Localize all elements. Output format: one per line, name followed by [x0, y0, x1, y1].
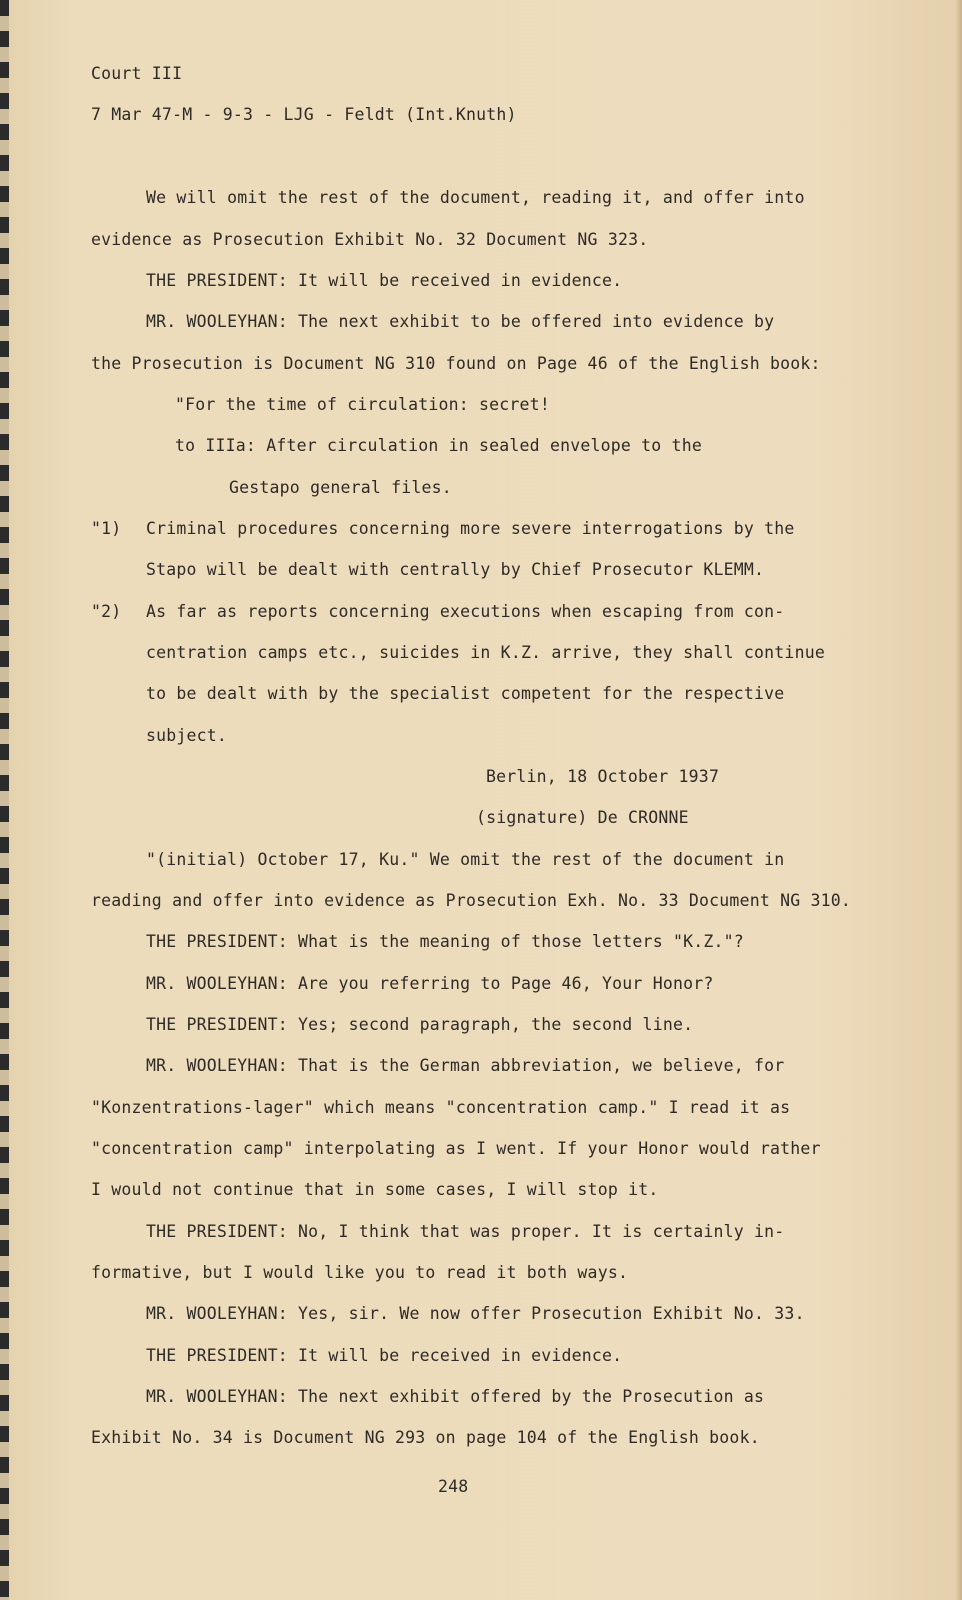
text-line: "(initial) October 17, Ku." We omit the rest of the document in	[146, 850, 785, 869]
text-line: MR. WOOLEYHAN: Are you referring to Page 46, Your Honor?	[146, 974, 714, 993]
text-line: Criminal procedures concerning more severe interrogations by the	[146, 519, 795, 538]
text-line: THE PRESIDENT: Yes; second paragraph, the second line.	[146, 1015, 694, 1034]
text-line: "Konzentrations-lager" which means "concentration camp." I read it as	[91, 1098, 791, 1117]
list-marker: "1)	[91, 519, 122, 538]
text-line: "For the time of circulation: secret!	[175, 395, 550, 414]
text-line: THE PRESIDENT: It will be received in evidence.	[146, 1346, 623, 1365]
text-line: the Prosecution is Document NG 310 found on Page 46 of the English book:	[91, 354, 821, 373]
text-line: Exhibit No. 34 is Document NG 293 on page 104 of the English book.	[91, 1428, 760, 1447]
text-line: THE PRESIDENT: What is the meaning of those letters "K.Z."?	[146, 932, 744, 951]
session-header: 7 Mar 47-M - 9-3 - LJG - Feldt (Int.Knuth)	[91, 105, 517, 124]
text-line: THE PRESIDENT: No, I think that was proper. It is certainly in-	[146, 1222, 785, 1241]
text-line: MR. WOOLEYHAN: Yes, sir. We now offer Prosecution Exhibit No. 33.	[146, 1304, 805, 1323]
signature-line: (signature) De CRONNE	[476, 808, 689, 827]
text-line: We will omit the rest of the document, reading it, and offer into	[146, 188, 805, 207]
text-line: Stapo will be dealt with centrally by Chief Prosecutor KLEMM.	[146, 560, 765, 579]
text-line: subject.	[146, 726, 228, 745]
text-line: As far as reports concerning executions when escaping from con-	[146, 602, 785, 621]
text-line: MR. WOOLEYHAN: The next exhibit offered by the Prosecution as	[146, 1387, 765, 1406]
text-line: "concentration camp" interpolating as I went. If your Honor would rather	[91, 1139, 821, 1158]
text-line: evidence as Prosecution Exhibit No. 32 Document NG 323.	[91, 230, 649, 249]
text-line: MR. WOOLEYHAN: That is the German abbreviation, we believe, for	[146, 1056, 785, 1075]
signature-date: Berlin, 18 October 1937	[486, 767, 720, 786]
page-number: 248	[438, 1477, 469, 1496]
text-line: centration camps etc., suicides in K.Z. arrive, they shall continue	[146, 643, 825, 662]
text-line: I would not continue that in some cases, I will stop it.	[91, 1180, 659, 1199]
page-edge	[956, 0, 962, 1600]
list-marker: "2)	[91, 602, 122, 621]
text-line: formative, but I would like you to read it both ways.	[91, 1263, 629, 1282]
text-line: to be dealt with by the specialist competent for the respective	[146, 684, 785, 703]
text-line: Gestapo general files.	[229, 478, 452, 497]
court-label: Court III	[91, 64, 183, 83]
text-line: THE PRESIDENT: It will be received in evidence.	[146, 271, 623, 290]
text-line: reading and offer into evidence as Prosecution Exh. No. 33 Document NG 310.	[91, 891, 852, 910]
binding-holes	[0, 0, 9, 1600]
text-line: MR. WOOLEYHAN: The next exhibit to be offered into evidence by	[146, 312, 775, 331]
text-line: to IIIa: After circulation in sealed envelope to the	[175, 436, 702, 455]
